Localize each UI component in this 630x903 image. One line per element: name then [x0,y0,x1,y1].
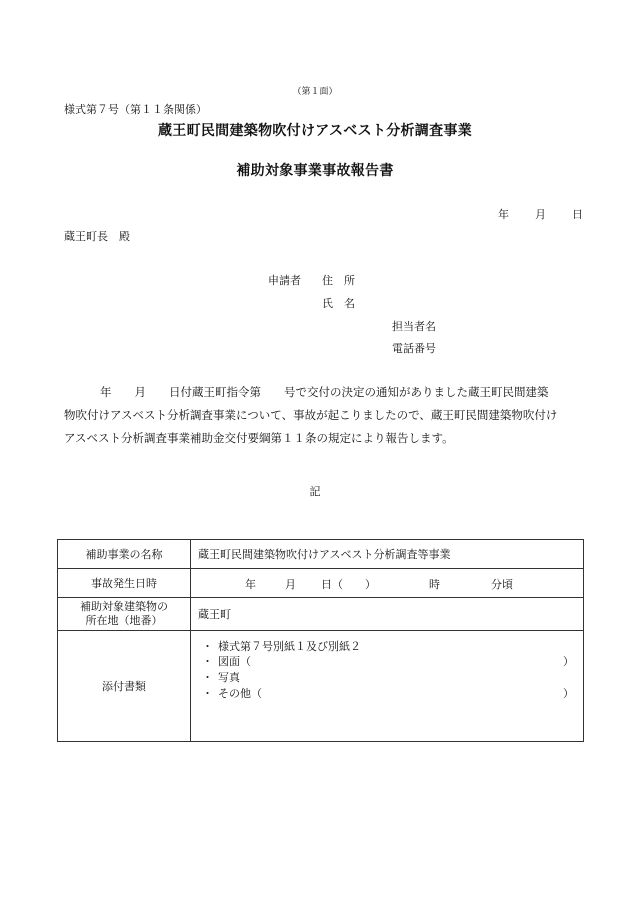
building-location-label-line: 補助対象建築物の [80,600,168,613]
accident-datetime-value [191,569,584,598]
address-label: 住 所 [322,274,355,287]
table-row [58,540,584,569]
date-month-label: 月 [535,208,546,221]
ki-marker: 記 [309,485,321,498]
attachment-item [202,671,240,685]
project-name-value: 蔵王町民間建築物吹付けアスベスト分析調査等事業 [191,540,584,569]
table-row [58,569,584,598]
accident-hour-label: 時 [429,578,440,591]
page-label: （第１面） [292,87,338,97]
close-paren: ） [563,655,574,668]
body-line: アスベスト分析調査事業補助金交付要綱第１１条の規定により報告します。 [64,431,454,445]
accident-year-label: 年 [245,578,256,591]
date-day-label: 日 [572,208,583,221]
accident-day-label: 日（ ） [321,578,376,591]
bullet: ・ [202,640,213,653]
bullet: ・ [202,671,213,684]
building-location-label-line: 所在地（地番） [85,614,163,627]
project-name-label: 補助事業の名称 [58,540,191,569]
accident-datetime-label: 事故発生日時 [58,569,191,598]
document-title: 蔵王町民間建築物吹付けアスベスト分析調査事業 [157,123,473,139]
body-line: 年 月 日付蔵王町指令第 号で交付の決定の通知がありました蔵王町民間建築 [100,385,549,399]
applicant-label: 申請者 [268,274,301,287]
attachment-item-text: 様式第７号別紙１及び別紙２ [218,640,361,653]
bullet: ・ [202,687,213,700]
table-row [58,631,584,742]
form-number: 様式第７号（第１１条関係） [64,103,207,116]
addressee: 蔵王町長 殿 [64,230,130,243]
building-location-value: 蔵王町 [191,598,584,631]
document-subtitle: 補助対象事業事故報告書 [236,163,394,179]
person-in-charge-label: 担当者名 [392,320,436,333]
attachment-item [202,687,583,701]
table-row [58,598,584,631]
phone-label: 電話番号 [392,342,436,355]
attachment-item-text: 写真 [218,671,240,684]
date-year-label: 年 [498,208,509,221]
report-body [64,381,586,450]
body-line: 物吹付けアスベスト分析調査事業について、事故が起こりましたので、蔵王町民間建築物吹付け [64,408,558,422]
attachments-label: 添付書類 [58,631,191,742]
attachment-item-text: その他（ [218,687,262,700]
close-paren: ） [563,687,574,700]
attachments-value [191,631,584,742]
bullet: ・ [202,655,213,668]
attachment-item [202,655,583,669]
accident-minute-label: 分頃 [491,578,513,591]
report-table [57,539,584,742]
attachment-item [202,640,361,654]
date-line [498,206,583,222]
accident-month-label: 月 [285,578,296,591]
building-location-label [58,598,191,631]
name-label: 氏 名 [322,297,355,310]
attachment-item-text: 図面（ [218,655,251,668]
